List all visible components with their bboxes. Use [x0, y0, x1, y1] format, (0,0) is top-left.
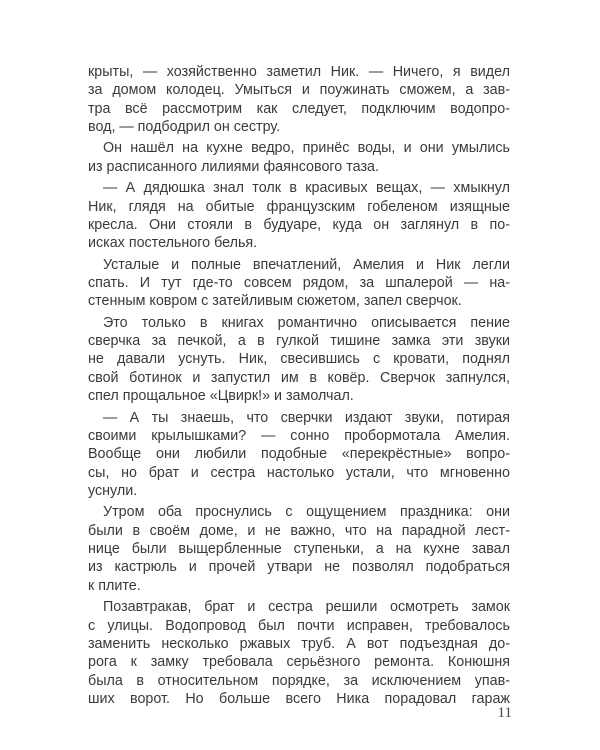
text-line: рога к замку требовала серьёзного ремонта. Конюшня	[88, 654, 510, 670]
text-line: стенным ковром с затейливым сюжетом, запел сверчок.	[88, 293, 462, 309]
text-line: свой ботинок и запустил им в ковёр. Сверчок запнулся,	[88, 370, 510, 386]
text-line: ших ворот. Но больше всего Ника порадовал гараж	[88, 691, 510, 707]
text-line: была в относительном порядке, за исключением упав-	[88, 673, 510, 689]
text-line: из кастрюль и прочей утвари не позволял подобраться	[88, 559, 510, 575]
text-line: кресла. Они стояли в будуаре, куда он заглянул в по-	[88, 217, 510, 233]
text-line: за домом колодец. Умыться и поужинать сможем, а зав-	[88, 82, 510, 98]
text-line: Позавтракав, брат и сестра решили осмотреть замок	[103, 599, 510, 615]
text-line: Ник, глядя на обитые французским гобеленом изящные	[88, 199, 510, 215]
text-line: Он нашёл на кухне ведро, принёс воды, и они умылись	[103, 140, 510, 156]
text-line: сверчка за печкой, а в гулкой тишине замка эти звуки	[88, 333, 510, 349]
text-line: своими крылышками? — сонно пробормотала Амелия.	[88, 428, 510, 444]
text-line: были в своём доме, и не важно, что на парадной лест-	[88, 523, 510, 539]
text-line: заменить несколько ржавых труб. А вот подъездная до-	[88, 636, 510, 652]
text-line: Усталые и полные впечатлений, Амелия и Ник легли	[103, 257, 510, 273]
text-line: сы, но брат и сестра настолько устали, что мгновенно	[88, 465, 510, 481]
text-line: исках постельного белья.	[88, 235, 258, 251]
text-line: Утром оба проснулись с ощущением праздника: они	[103, 504, 510, 520]
text-line: уснули.	[88, 483, 138, 499]
text-line: с улицы. Водопровод был почти исправен, требовалось	[88, 618, 510, 634]
text-line: нице были выщербленные ступеньки, а на кухне завал	[88, 541, 510, 557]
text-line: — А дядюшка знал толк в красивых вещах, — хмыкнул	[103, 180, 510, 196]
text-line: — А ты знаешь, что сверчки издают звуки, потирая	[103, 410, 510, 426]
page-number: 11	[497, 705, 512, 721]
text-line: из расписанного лилиями фаянсового таза.	[88, 159, 379, 175]
text-line: спать. И тут где-то совсем рядом, за шпалерой — на-	[88, 275, 510, 291]
text-line: крыты, — хозяйственно заметил Ник. — Ничего, я видел	[88, 64, 510, 80]
text-line: спел прощальное «Цвирк!» и замолчал.	[88, 388, 354, 404]
text-line: вод, — подбодрил он сестру.	[88, 119, 281, 135]
text-line: тра всё рассмотрим как следует, подключим водопро-	[88, 101, 510, 117]
text-line: Вообще они любили подобные «перекрёстные» вопро-	[88, 446, 510, 462]
text-line: Это только в книгах романтично описывается пение	[103, 315, 510, 331]
text-line: не давали уснуть. Ник, свесившись с кровати, поднял	[88, 351, 510, 367]
text-line: к плите.	[88, 578, 141, 594]
